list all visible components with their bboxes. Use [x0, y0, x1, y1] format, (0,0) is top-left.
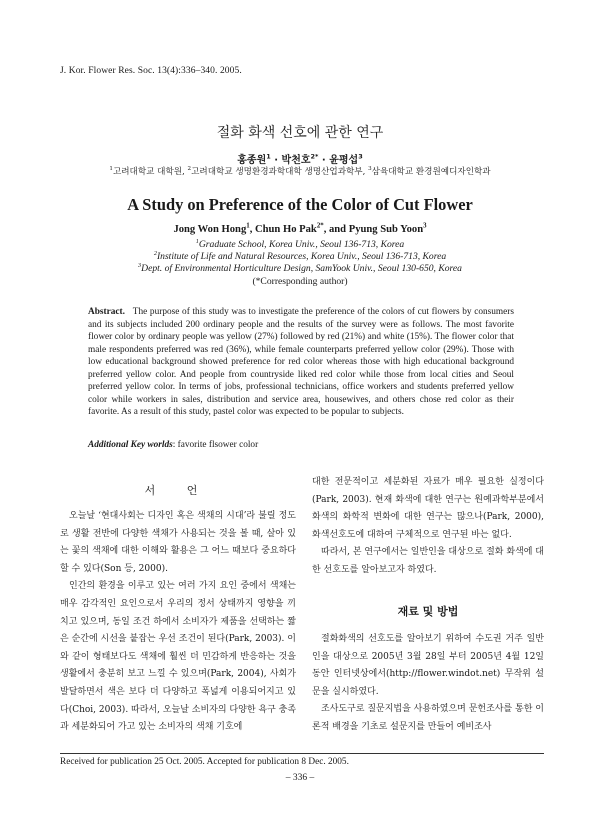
- ko-author-3: 윤평섭: [329, 155, 359, 166]
- received-note: Received for publication 25 Oct. 2005. Accepted for publication 8 Dec. 2005.: [60, 757, 349, 767]
- affiliation-2-sup: 2: [153, 249, 157, 257]
- korean-title: 절화 화색 선호에 관한 연구: [216, 125, 384, 141]
- ko-author-sep-2: ·: [318, 155, 330, 166]
- section-heading-introduction: 서 언: [144, 484, 212, 497]
- affiliation-3-sup: 3: [138, 261, 142, 269]
- affiliation-3-text: Dept. of Environmental Horticulture Design, SamYook Univ., Seoul 130-650, Korea: [141, 263, 462, 274]
- affiliation-3: [0, 263, 600, 274]
- abstract-label: Abstract.: [88, 307, 125, 317]
- ko-author-1-sup: 1: [266, 152, 271, 161]
- ko-affil-2-sup: 2: [187, 166, 192, 173]
- paragraph: 절화화색의 선호도를 알아보기 위하여 수도권 거주 일반인을 대상으로 2005년 3월 28일 부터 2005년 4월 12일 동안 인터넷상에서(http://flower.windot.net) 무작위 설문을 실시하였다.: [312, 634, 544, 697]
- en-author-sep-1: ,: [249, 224, 255, 235]
- paragraph: 따라서, 본 연구에서는 일반인을 대상으로 절화 화색에 대한 선호도를 알아보고자 하였다.: [312, 547, 544, 575]
- english-title: A Study on Preference of the Color of Cut Flower: [127, 195, 473, 214]
- affiliation-1: [0, 239, 600, 250]
- ko-author-sep-1: ·: [270, 155, 282, 166]
- en-author-sep-2: , and: [323, 224, 349, 235]
- section-heading-materials-methods: 재료 및 방법: [397, 605, 459, 618]
- english-authors: [0, 224, 600, 235]
- keywords-label: Additional Key worlds: [88, 440, 173, 450]
- korean-affiliations: [0, 165, 600, 177]
- ko-author-1: 홍종원: [237, 155, 267, 166]
- journal-citation: J. Kor. Flower Res. Soc. 13(4):336–340. 2005.: [60, 66, 242, 76]
- affiliation-1-sup: 1: [195, 237, 199, 245]
- right-column-text-bottom: [312, 631, 544, 737]
- en-author-1: Jong Won Hong: [173, 224, 247, 235]
- ko-affil-3: 삼육대학교 환경원예디자인학과: [371, 167, 491, 177]
- ko-affil-2: 고려대학교 생명환경과학대학 생명산업과학부,: [191, 167, 369, 177]
- footnote-divider: [60, 753, 544, 754]
- ko-affil-1-sup: 1: [109, 166, 113, 173]
- en-author-2-sup: 2*: [316, 222, 324, 230]
- page-number: – 336 –: [285, 773, 315, 783]
- affiliation-2: [0, 251, 600, 262]
- ko-author-3-sup: 3: [358, 152, 363, 161]
- korean-authors: [0, 151, 600, 166]
- en-author-3-sup: 3: [423, 222, 427, 230]
- abstract-text: The purpose of this study was to investigate the preference of the colors of cut flowers by consumers and its subjects included 200 ordinary people and the results of the survey were as follows. The most favorite flower color by ordinary people was yellow (27%) followed by red (21%) and white (15%). The flower color that male respondents preferred was red (36%), while female counterparts preferred yellow color (29%). Those with low educational background showed preference for red color whereas those with high educational background preferred yellow color. And people from countryside liked red color while those from local cities and Seoul preferred yellow color. In terms of jobs, professional technicians, office workers and students preferred yellow color while workers in sales, distribution and service area, housewives, and others chose red color as their favorite. As a result of this study, pastel color was expected to be popular to subjects.: [88, 307, 514, 417]
- en-author-1-sup: 1: [246, 222, 250, 230]
- paragraph: 조사도구로 질문지법을 사용하였으며 문헌조사를 통한 이론적 배경을 기초로 설문지를 만들어 예비조사: [312, 704, 544, 732]
- keywords-text: : favorite flsower color: [172, 440, 259, 450]
- abstract: [88, 306, 514, 419]
- ko-affil-3-sup: 3: [368, 166, 372, 173]
- left-column-text: [60, 508, 296, 737]
- right-column-text-top: [312, 474, 544, 580]
- ko-affil-1: 고려대학교 대학원,: [112, 167, 188, 177]
- ko-author-2: 박천호: [281, 155, 311, 166]
- paragraph: 오늘날 ‘현대사회는 디자인 혹은 색채의 시대’라 불릴 정도로 생활 전반에 다양한 색채가 사용되는 것을 볼 때, 살아 있는 꽃의 색채에 대한 이해와 활용은 그 어느 때보다 중요하다 할 수 있다(Son 등, 2000).: [60, 511, 296, 574]
- paragraph: 대한 전문적이고 세분화된 자료가 매우 필요한 실정이다(Park, 2003). 현재 화색에 대한 연구는 원예과학부분에서 화색의 화학적 변화에 대한 연구는 많으나(Park, 2000), 화색선호도에 대하여 구체적으로 연구된 바는 없다.: [312, 477, 544, 540]
- paragraph: 인간의 환경을 이루고 있는 여러 가지 요인 중에서 색채는 매우 감각적인 요인으로서 우리의 정서 상태까지 영향을 끼치고 있으며, 동일 조건 하에서 소비자가 제품을 선택하는 짧은 순간에 시선을 붙잡는 우선 조건이 된다(Park, 2003). 이와 같이 형태보다도 색채에 훨씬 더 민감하게 반응하는 것을 생활에서 충분히 보고 느낄 수 있으며(Park, 2004), 사회가 발달하면서 색은 보다 더 다양하고 폭넓게 이용되어지고 있다(Choi, 2003). 따라서, 오늘날 소비자의 다양한 욕구 충족과 세분화되어 가고 있는 소비자의 색채 기호에: [60, 581, 297, 733]
- affiliation-2-text: Institute of Life and Natural Resources, Korea Univ., Seoul 136-713, Korea: [156, 251, 447, 262]
- ko-author-2-sup: 2*: [310, 152, 319, 161]
- en-author-3: Pyung Sub Yoon: [348, 224, 424, 235]
- keywords: [88, 440, 258, 450]
- affiliation-1-text: Graduate School, Korea Univ., Seoul 136-713, Korea: [198, 239, 405, 250]
- en-author-2: Chun Ho Pak: [254, 224, 317, 235]
- corresponding-author-note: (*Corresponding author): [252, 276, 348, 287]
